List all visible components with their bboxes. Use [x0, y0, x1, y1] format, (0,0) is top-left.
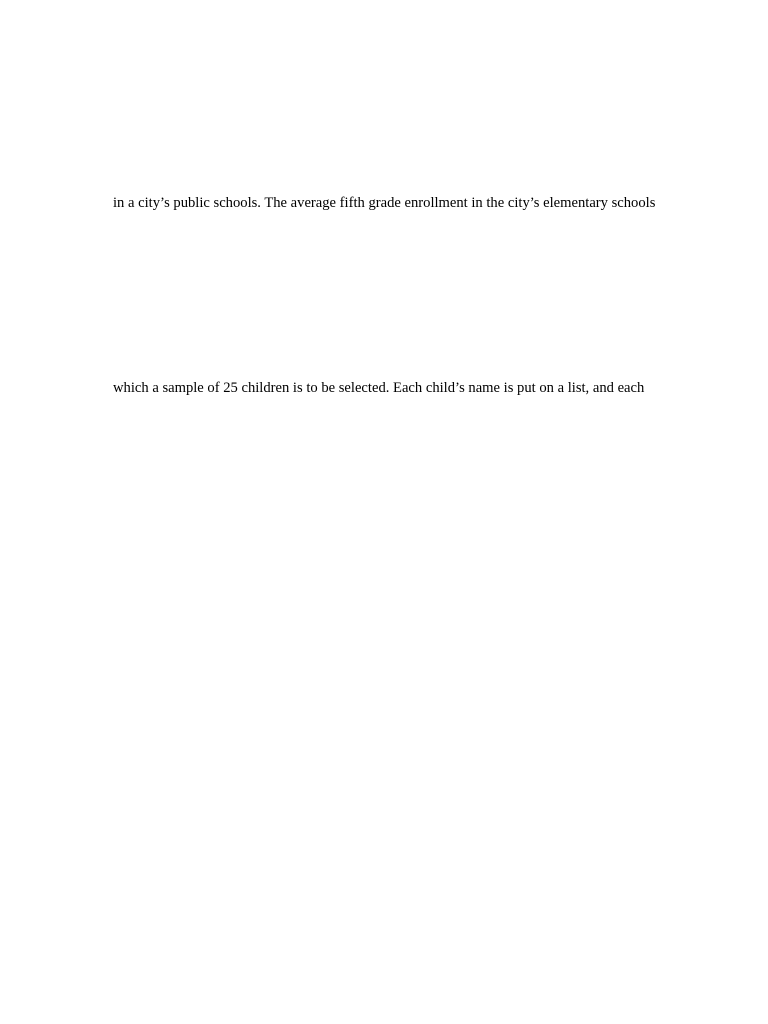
text-line: in a city’s public schools. The average fifth grade enrollment in the city’s elementary schools: [113, 195, 656, 211]
text-line: which a sample of 25 children is to be selected. Each child’s name is put on a list, and each: [113, 380, 645, 396]
